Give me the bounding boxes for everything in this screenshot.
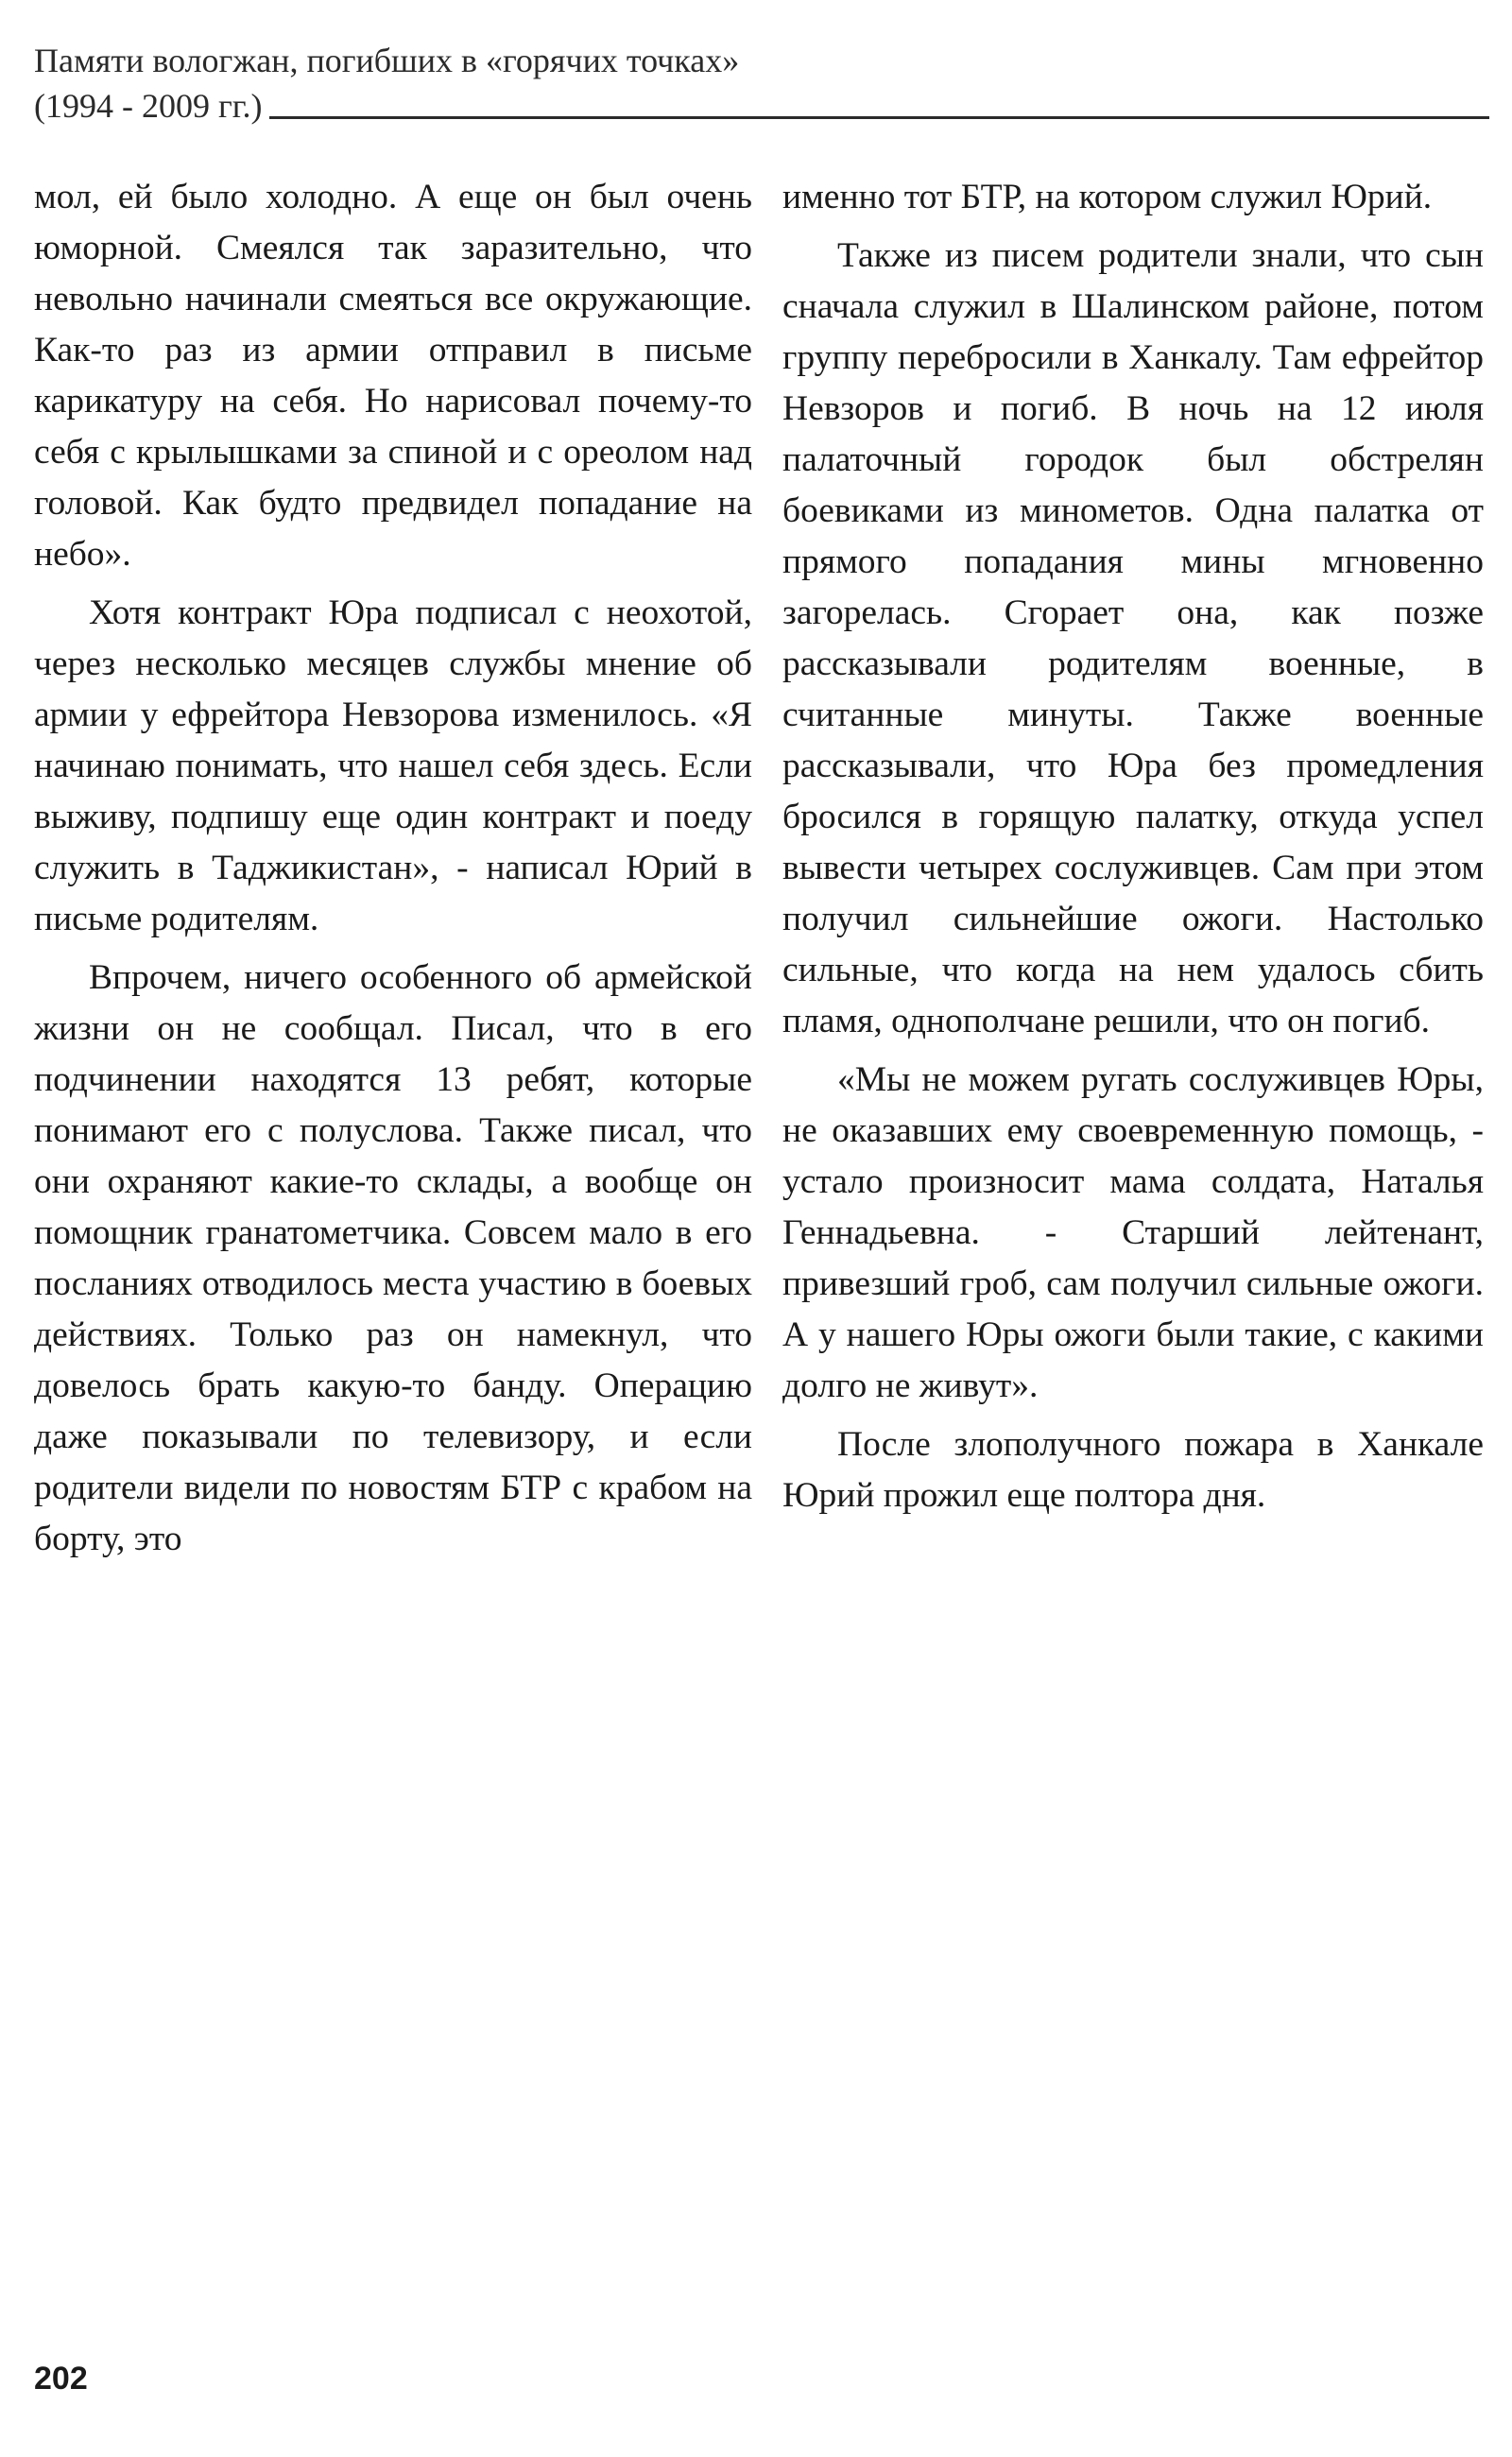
header-rule xyxy=(269,116,1489,119)
running-header-years-row xyxy=(34,83,1489,129)
text-column-right xyxy=(782,172,1484,1521)
running-header-title: Памяти вологжан, погибших в «горячих точках» xyxy=(34,42,740,79)
paragraph: мол, ей было холодно. А еще он был очень юморной. Смеялся так заразительно, что невольно начинали смеяться все окружающие. Как-то раз из армии отправил в письме карикатуру на себя. Но нарисовал почему-то себя с крылышками за спиной и с ореолом над головой. Как будто предвидел попадание на небо». xyxy=(34,178,752,574)
paragraph: Хотя контракт Юра подписал с неохотой, через несколько месяцев службы мнение об армии у ефрейтора Невзорова изменилось. «Я начинаю понимать, что нашел себя здесь. Если выживу, подпишу еще один контракт и поеду служить в Таджикистан», - написал Юрий в письме родителям. xyxy=(34,593,752,938)
paragraph: «Мы не можем ругать сослуживцев Юры, не оказавших ему своевременную помощь, - устало произносит мама солдата, Наталья Геннадьевна. - Старший лейтенант, привезший гроб, сам получил сильные ожоги. А у нашего Юры ожоги были такие, с какими долго не живут». xyxy=(782,1060,1484,1405)
paragraph: Также из писем родители знали, что сын сначала служил в Шалинском районе, потом группу перебросили в Ханкалу. Там ефрейтор Невзоров и погиб. В ночь на 12 июля палаточный городок был обстрелян боевиками из минометов. Одна палатка от прямого попадания мины мгновенно загорелась. Сгорает она, как позже рассказывали родителям военные, в считанные минуты. Также военные рассказывали, что Юра без промедления бросился в горящую палатку, откуда успел вывести четырех сослуживцев. Сам при этом получил сильнейшие ожоги. Настолько сильные, что когда на нем удалось сбить пламя, однополчане решили, что он погиб. xyxy=(782,236,1484,1040)
running-header xyxy=(34,38,1489,129)
paragraph: После злополучного пожара в Ханкале Юрий прожил еще полтора дня. xyxy=(782,1425,1484,1515)
page-number: 202 xyxy=(34,2361,88,2397)
running-header-years: (1994 - 2009 гг.) xyxy=(34,87,263,125)
paragraph: Впрочем, ничего особенного об армейской жизни он не сообщал. Писал, что в его подчинении находятся 13 ребят, которые понимают его с полуслова. Также писал, что они охраняют какие-то склады, а вообще он помощник гранатометчика. Совсем мало в его посланиях отводилось места участию в боевых действиях. Только раз он намекнул, что довелось брать какую-то банду. Операцию даже показывали по телевизору, и если родители видели по новостям БТР с крабом на борту, это xyxy=(34,958,752,1558)
text-column-left xyxy=(34,172,752,1565)
paragraph: именно тот БТР, на котором служил Юрий. xyxy=(782,178,1433,216)
